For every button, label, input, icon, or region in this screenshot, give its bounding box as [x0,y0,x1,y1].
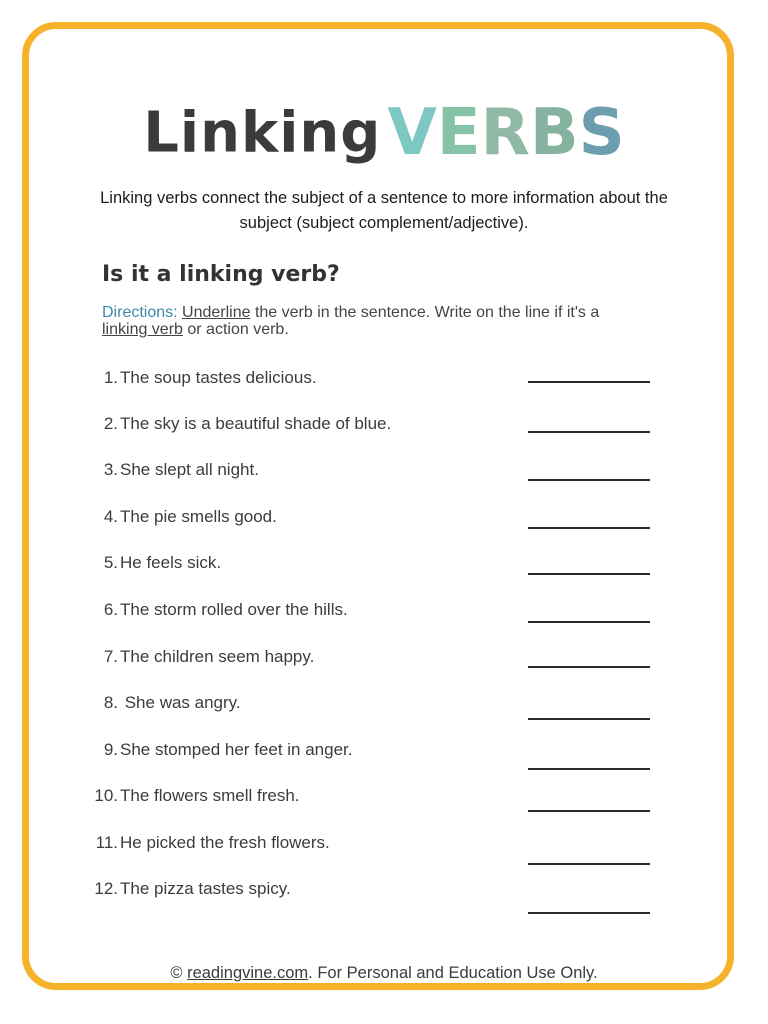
answer-line[interactable] [528,573,650,575]
question-text: The flowers smell fresh. [120,786,300,805]
question-text: He feels sick. [120,553,222,572]
question-number: 9. [103,740,118,759]
question-text: The storm rolled over the hills. [120,600,348,619]
footer-link[interactable]: readingvine.com [187,964,309,982]
question-item [88,600,508,620]
question-item [88,553,508,573]
question-item [88,460,508,480]
question-text: The pie smells good. [120,507,277,526]
directions-linking-verb: linking verb [102,321,183,338]
question-item [88,879,508,899]
question-number: 12. [94,879,118,898]
directions-underline-word: Underline [182,304,251,321]
question-number: 11. [95,833,118,852]
intro-text: Linking verbs connect the subject of a sentence to more information about the subject (subject complement/adjective). [100,189,668,232]
question-text: The pizza tastes spicy. [120,879,291,898]
question-item [88,368,508,388]
question-number: 5. [103,553,118,572]
title-letter: V [387,96,437,170]
footer-copyright: © [170,964,188,982]
question-item [88,693,508,713]
question-item [88,647,508,667]
question-number: 4. [103,507,118,526]
question-number: 6. [103,600,118,619]
question-number: 2. [103,414,118,433]
question-number: 10. [94,786,118,805]
title-letter: R [480,96,530,170]
question-text: She stomped her feet in anger. [120,740,353,759]
title-letter: E [436,96,481,170]
title-plain-word: Linking [143,100,382,166]
answer-line[interactable] [528,768,650,770]
answer-line[interactable] [528,431,650,433]
question-item [88,833,508,853]
question-item [88,740,508,760]
directions-label: Directions: [102,304,178,321]
title-letter: S [578,96,625,170]
directions-text-part1: the verb in the sentence. Write on the line if it's a [250,304,600,321]
answer-line[interactable] [528,863,650,865]
answer-line[interactable] [528,479,650,481]
directions-text-part2: or action verb. [182,321,289,338]
question-text: She slept all night. [120,460,259,479]
question-number: 8. [103,693,118,712]
question-text: The soup tastes delicious. [120,368,317,387]
question-item [88,414,508,434]
question-item [88,786,508,806]
section-heading: Is it a linking verb? [102,262,340,287]
question-text: The sky is a beautiful shade of blue. [120,414,392,433]
footer [0,964,768,983]
question-text: He picked the fresh flowers. [120,833,330,852]
question-text: The children seem happy. [120,647,315,666]
answer-line[interactable] [528,718,650,720]
title-letter: B [529,96,579,170]
answer-line[interactable] [528,527,650,529]
answer-line[interactable] [528,912,650,914]
question-number: 1. [103,368,118,387]
answer-line[interactable] [528,621,650,623]
question-number: 3. [103,460,118,479]
question-number: 7. [103,647,118,666]
question-text: She was angry. [120,693,241,712]
footer-notice: . For Personal and Education Use Only. [308,964,598,982]
answer-line[interactable] [528,666,650,668]
answer-line[interactable] [528,381,650,383]
answer-line[interactable] [528,810,650,812]
question-item [88,507,508,527]
